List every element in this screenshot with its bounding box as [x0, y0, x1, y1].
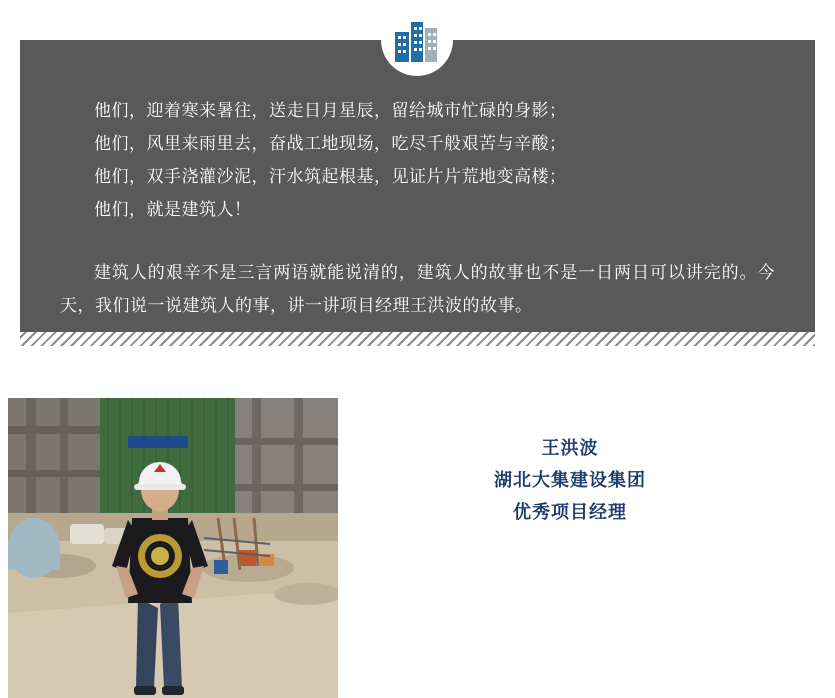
quote-line: 他们，就是建筑人！ [94, 200, 252, 219]
quote-card [20, 40, 815, 332]
quote-line: 他们，迎着寒来暑往，送走日月星辰，留给城市忙碌的身影； [94, 101, 567, 120]
quote-paragraph: 建筑人的艰辛不是三言两语就能说清的，建筑人的故事也不是一日两日可以讲完的。今天，我们说一说建筑人的事，讲一讲项目经理王洪波的故事。 [60, 263, 775, 315]
quote-lines [60, 94, 775, 226]
person-caption [380, 432, 760, 528]
quote-line: 他们，双手浇灌沙泥，汗水筑起根基，见证片片荒地变高楼； [94, 167, 567, 186]
construction-site-portrait [8, 398, 338, 698]
caption-line-title: 优秀项目经理 [513, 502, 627, 522]
caption-line-name: 王洪波 [541, 438, 599, 458]
logo-badge [381, 4, 453, 76]
quote-line: 他们，风里来雨里去，奋战工地现场，吃尽千般艰苦与辛酸； [94, 134, 567, 153]
caption-line-company: 湖北大集建设集团 [494, 470, 646, 490]
building-logo-icon [389, 12, 445, 68]
hatched-divider [20, 332, 815, 346]
